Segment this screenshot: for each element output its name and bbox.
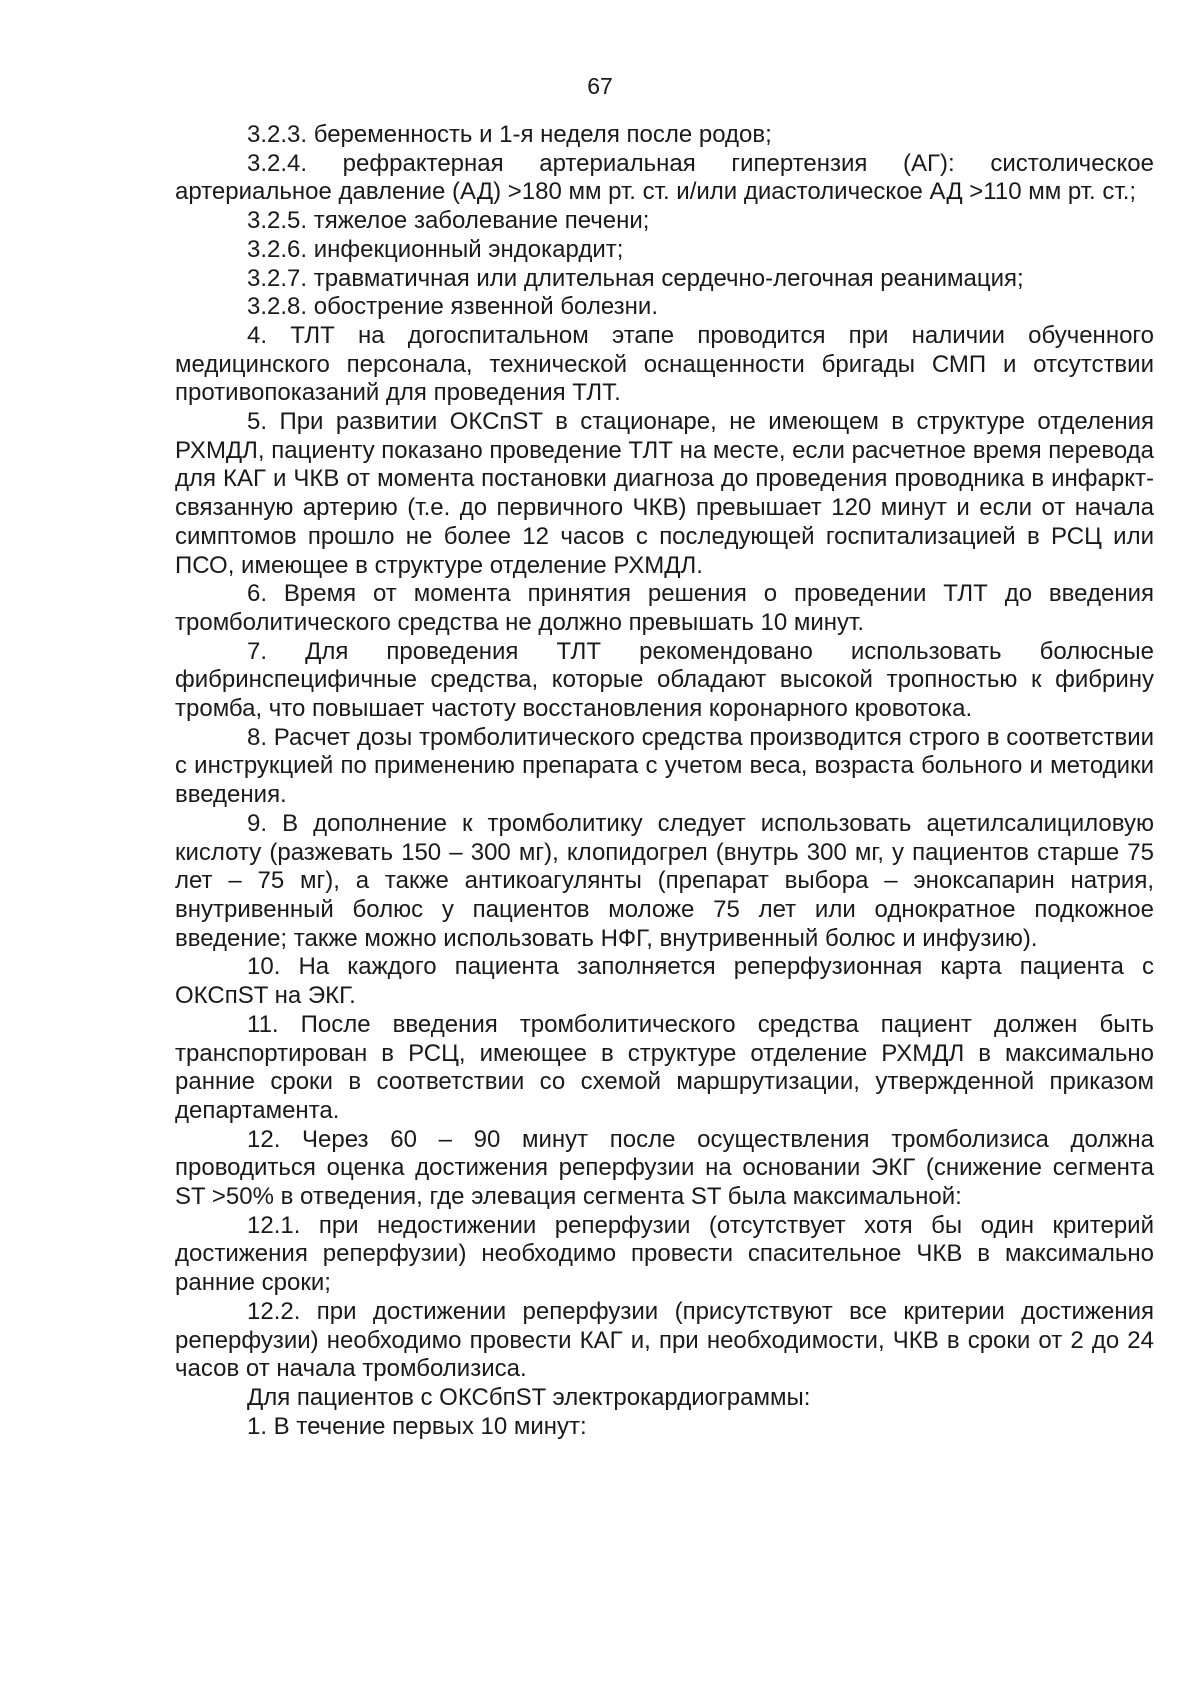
document-body	[175, 121, 1154, 1441]
paragraph-12-2: 12.2. при достижении реперфузии (присутствуют все критерии достижения реперфузии) необходимо провести КАГ и, при необходимости, ЧКВ в сроки от 2 до 24 часов от начала тромболизиса.	[175, 1297, 1154, 1383]
paragraph-3-2-4: 3.2.4. рефрактерная артериальная гипертензия (АГ): систолическое артериальное давление (АД) >180 мм рт. ст. и/или диастолическое АД >110 мм рт. ст.;	[175, 149, 1154, 206]
page-number: 67	[587, 73, 613, 99]
paragraph-4: 4. ТЛТ на догоспитальном этапе проводится при наличии обученного медицинского персонала, технической оснащенности бригады СМП и отсутствии противопоказаний для проведения ТЛТ.	[175, 321, 1154, 407]
paragraph-6: 6. Время от момента принятия решения о проведении ТЛТ до введения тромболитического средства не должно превышать 10 минут.	[175, 580, 1154, 636]
paragraph-11: 11. После введения тромболитического средства пациент должен быть транспортирован в РСЦ, имеющее в структуре отделение РХМДЛ в максимально ранние сроки в соответствии со схемой маршрутизации, утвержденной приказом департамента.	[175, 1010, 1154, 1124]
paragraph-12-1: 12.1. при недостижении реперфузии (отсутствует хотя бы один критерий достижения реперфузии) необходимо провести спасительное ЧКВ в максимально ранние сроки;	[175, 1211, 1154, 1297]
paragraph-3-2-7: 3.2.7. травматичная или длительная сердечно-легочная реанимация;	[247, 264, 1024, 292]
paragraph-7: 7. Для проведения ТЛТ рекомендовано использовать болюсные фибринспецифичные средства, которые обладают высокой тропностью к фибрину тромба, что повышает частоту восстановления коронарного кровотока.	[175, 637, 1154, 723]
paragraph-3-2-3: 3.2.3. беременность и 1-я неделя после родов;	[247, 121, 772, 148]
paragraph-oksbpst-1: 1. В течение первых 10 минут:	[247, 1412, 587, 1440]
paragraph-8: 8. Расчет дозы тромболитического средства производится строго в соответствии с инструкцией по применению препарата с учетом веса, возраста больного и методики введения.	[175, 723, 1154, 809]
paragraph-3-2-5: 3.2.5. тяжелое заболевание печени;	[247, 207, 650, 235]
paragraph-12: 12. Через 60 – 90 минут после осуществления тромболизиса должна проводиться оценка достижения реперфузии на основании ЭКГ (снижение сегмента ST >50% в отведения, где элевация сегмента ST была максимальной:	[175, 1125, 1154, 1211]
paragraph-10: 10. На каждого пациента заполняется реперфузионная карта пациента с ОКСпST на ЭКГ.	[175, 953, 1154, 1010]
paragraph-5: 5. При развитии ОКСпST в стационаре, не имеющем в структуре отделения РХМДЛ, пациенту показано проведение ТЛТ на месте, если расчетное время перевода для КАГ и ЧКВ от момента постановки диагноза до проведения проводника в инфаркт-связанную артерию (т.е. до первичного ЧКВ) превышает 120 минут и если от начала симптомов прошло не более 12 часов с последующей госпитализацией в РСЦ или ПСО, имеющее в структуре отделение РХМДЛ.	[175, 408, 1154, 579]
paragraph-3-2-6: 3.2.6. инфекционный эндокардит;	[247, 235, 624, 263]
paragraph-oksbpst-heading: Для пациентов с ОКСбпST электрокардиограммы:	[247, 1383, 811, 1411]
paragraph-3-2-8: 3.2.8. обострение язвенной болезни.	[247, 293, 658, 321]
paragraph-9: 9. В дополнение к тромболитику следует использовать ацетилсалициловую кислоту (разжевать 150 – 300 мг), клопидогрел (внутрь 300 мг, у пациентов старше 75 лет – 75 мг), а также антикоагулянты (препарат выбора – эноксапарин натрия, внутривенный болюс у пациентов моложе 75 лет или однократное подкожное введение; также можно использовать НФГ, внутривенный болюс и инфузию).	[175, 809, 1154, 952]
